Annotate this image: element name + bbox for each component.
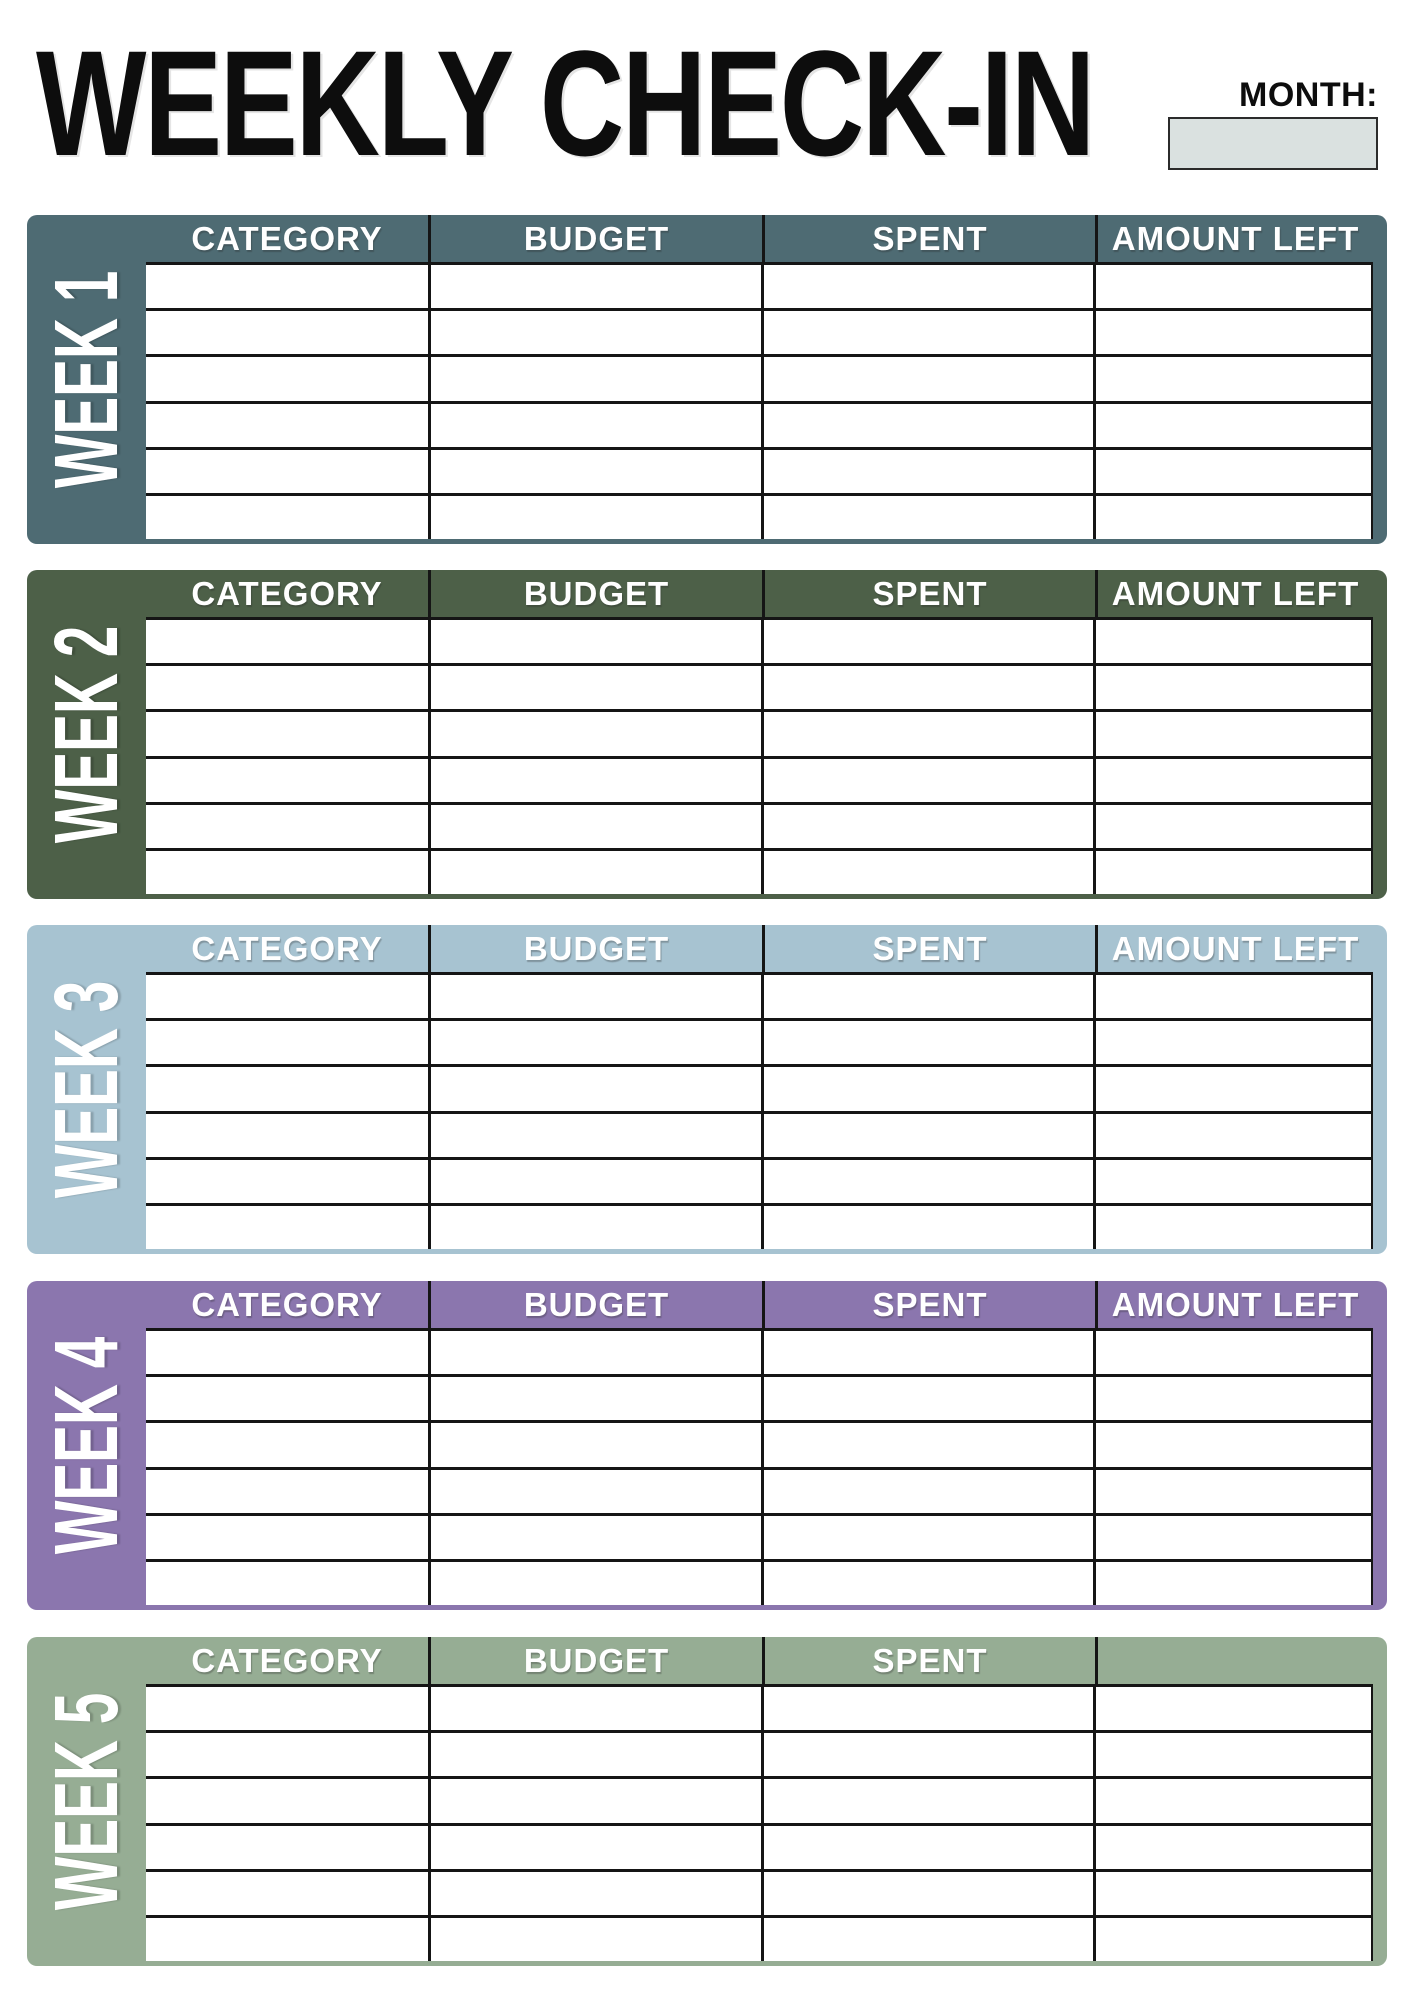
cell-budget[interactable]	[428, 1826, 761, 1869]
table-row	[146, 1687, 1371, 1733]
table-row	[146, 1562, 1371, 1605]
table-row	[146, 759, 1371, 805]
cell-amount-left[interactable]	[1093, 805, 1371, 848]
cell-category[interactable]	[146, 1160, 428, 1203]
cell-category[interactable]	[146, 759, 428, 802]
cell-spent[interactable]	[761, 1872, 1093, 1915]
cell-spent[interactable]	[761, 1779, 1093, 1822]
cell-category[interactable]	[146, 1331, 428, 1374]
table-row	[146, 1021, 1371, 1067]
cell-amount-left[interactable]	[1093, 496, 1371, 539]
cell-amount-left[interactable]	[1093, 1779, 1371, 1822]
cell-budget[interactable]	[428, 1021, 761, 1064]
cell-budget[interactable]	[428, 712, 761, 755]
cell-spent[interactable]	[761, 620, 1093, 663]
cell-budget[interactable]	[428, 805, 761, 848]
cell-spent[interactable]	[761, 666, 1093, 709]
column-header-budget: BUDGET	[428, 1281, 762, 1328]
cell-budget[interactable]	[428, 666, 761, 709]
week-2-section	[27, 570, 1387, 899]
cell-spent[interactable]	[761, 1826, 1093, 1869]
cell-amount-left[interactable]	[1093, 712, 1371, 755]
cell-amount-left[interactable]	[1093, 1826, 1371, 1869]
cell-budget[interactable]	[428, 450, 761, 493]
table-body	[146, 1328, 1373, 1605]
table-row	[146, 620, 1371, 666]
cell-spent[interactable]	[761, 1206, 1093, 1249]
table-row	[146, 1733, 1371, 1779]
cell-amount-left[interactable]	[1093, 620, 1371, 663]
cell-category[interactable]	[146, 1423, 428, 1466]
cell-amount-left[interactable]	[1093, 1114, 1371, 1157]
column-header-spent: SPENT	[762, 1281, 1095, 1328]
cell-budget[interactable]	[428, 1918, 761, 1961]
table-row	[146, 1377, 1371, 1423]
table-row	[146, 1779, 1371, 1825]
week-4-label: WEEK 4	[36, 1336, 137, 1555]
cell-budget[interactable]	[428, 1067, 761, 1110]
column-header-amount-left: AMOUNT LEFT	[1095, 570, 1373, 617]
cell-amount-left[interactable]	[1093, 311, 1371, 354]
cell-budget[interactable]	[428, 1114, 761, 1157]
table-row	[146, 450, 1371, 496]
cell-category[interactable]	[146, 1470, 428, 1513]
table-row	[146, 1918, 1371, 1961]
table-header-row	[146, 1637, 1373, 1684]
cell-spent[interactable]	[761, 496, 1093, 539]
cell-category[interactable]	[146, 1687, 428, 1730]
cell-category[interactable]	[146, 1021, 428, 1064]
column-header-category: CATEGORY	[191, 220, 383, 257]
week-5-label: WEEK 5	[36, 1692, 137, 1911]
table-row	[146, 1872, 1371, 1918]
column-header-budget: BUDGET	[428, 925, 762, 972]
table-header-row	[146, 215, 1373, 262]
week-1-section	[27, 215, 1387, 544]
cell-spent[interactable]	[761, 450, 1093, 493]
table-row	[146, 1331, 1371, 1377]
cell-category[interactable]	[146, 620, 428, 663]
cell-category[interactable]	[146, 712, 428, 755]
cell-category[interactable]	[146, 1779, 428, 1822]
cell-amount-left[interactable]	[1093, 1021, 1371, 1064]
cell-category[interactable]	[146, 1826, 428, 1869]
cell-spent[interactable]	[761, 759, 1093, 802]
cell-budget[interactable]	[428, 311, 761, 354]
cell-spent[interactable]	[761, 851, 1093, 894]
column-header-amount-left: AMOUNT LEFT	[1095, 1281, 1373, 1328]
column-header-amount-left: AMOUNT LEFT	[1095, 215, 1373, 262]
table-row	[146, 1826, 1371, 1872]
month-label: MONTH:	[1239, 76, 1378, 114]
cell-category[interactable]	[146, 1067, 428, 1110]
cell-spent[interactable]	[761, 404, 1093, 447]
cell-amount-left[interactable]	[1093, 1423, 1371, 1466]
cell-budget[interactable]	[428, 404, 761, 447]
cell-amount-left[interactable]	[1093, 1470, 1371, 1513]
cell-amount-left[interactable]	[1093, 1687, 1371, 1730]
cell-category[interactable]	[146, 1918, 428, 1961]
cell-spent[interactable]	[761, 1918, 1093, 1961]
cell-budget[interactable]	[428, 1423, 761, 1466]
table-header-row	[146, 925, 1373, 972]
cell-category[interactable]	[146, 1516, 428, 1559]
cell-category[interactable]	[146, 666, 428, 709]
cell-amount-left[interactable]	[1093, 1206, 1371, 1249]
table-row	[146, 265, 1371, 311]
cell-amount-left[interactable]	[1093, 1516, 1371, 1559]
cell-category[interactable]	[146, 1114, 428, 1157]
column-header-budget: BUDGET	[428, 570, 762, 617]
cell-spent[interactable]	[761, 975, 1093, 1018]
cell-category[interactable]	[146, 1562, 428, 1605]
cell-spent[interactable]	[761, 311, 1093, 354]
cell-spent[interactable]	[761, 357, 1093, 400]
cell-spent[interactable]	[761, 265, 1093, 308]
table-row	[146, 851, 1371, 894]
week-3-section	[27, 925, 1387, 1254]
table-row	[146, 1423, 1371, 1469]
cell-budget[interactable]	[428, 1331, 761, 1374]
table-row	[146, 311, 1371, 357]
cell-spent[interactable]	[761, 1733, 1093, 1776]
cell-category[interactable]	[146, 1377, 428, 1420]
column-header-budget: BUDGET	[428, 215, 762, 262]
cell-spent[interactable]	[761, 1114, 1093, 1157]
cell-category[interactable]	[146, 1733, 428, 1776]
cell-amount-left[interactable]	[1093, 1872, 1371, 1915]
table-row	[146, 975, 1371, 1021]
column-header-budget: BUDGET	[428, 1637, 762, 1684]
cell-budget[interactable]	[428, 265, 761, 308]
column-header-amount-left	[1095, 1637, 1373, 1684]
cell-category[interactable]	[146, 496, 428, 539]
cell-spent[interactable]	[761, 1562, 1093, 1605]
table-body	[146, 1684, 1373, 1961]
cell-budget[interactable]	[428, 759, 761, 802]
cell-category[interactable]	[146, 1206, 428, 1249]
table-row	[146, 404, 1371, 450]
table-body	[146, 262, 1373, 539]
cell-budget[interactable]	[428, 1377, 761, 1420]
cell-spent[interactable]	[761, 1687, 1093, 1730]
column-header-amount-left: AMOUNT LEFT	[1095, 925, 1373, 972]
cell-category[interactable]	[146, 1872, 428, 1915]
week-2-label: WEEK 2	[36, 625, 137, 844]
table-row	[146, 496, 1371, 539]
cell-amount-left[interactable]	[1093, 1562, 1371, 1605]
month-input[interactable]	[1168, 117, 1378, 170]
cell-amount-left[interactable]	[1093, 1067, 1371, 1110]
cell-category[interactable]	[146, 805, 428, 848]
week-3-label: WEEK 3	[36, 980, 137, 1199]
table-row	[146, 357, 1371, 403]
week-table	[146, 570, 1373, 894]
week-table	[146, 215, 1373, 539]
column-header-spent: SPENT	[762, 570, 1095, 617]
column-header-category: CATEGORY	[191, 575, 383, 612]
column-header-category: CATEGORY	[191, 930, 383, 967]
cell-budget[interactable]	[428, 1160, 761, 1203]
cell-spent[interactable]	[761, 1160, 1093, 1203]
cell-category[interactable]	[146, 265, 428, 308]
cell-amount-left[interactable]	[1093, 357, 1371, 400]
cell-spent[interactable]	[761, 712, 1093, 755]
table-row	[146, 1114, 1371, 1160]
cell-spent[interactable]	[761, 1470, 1093, 1513]
week-table	[146, 1637, 1373, 1961]
cell-budget[interactable]	[428, 1562, 761, 1605]
cell-amount-left[interactable]	[1093, 666, 1371, 709]
cell-amount-left[interactable]	[1093, 1160, 1371, 1203]
column-header-category: CATEGORY	[191, 1286, 383, 1323]
table-row	[146, 1206, 1371, 1249]
cell-budget[interactable]	[428, 1779, 761, 1822]
table-body	[146, 972, 1373, 1249]
cell-spent[interactable]	[761, 1377, 1093, 1420]
cell-amount-left[interactable]	[1093, 404, 1371, 447]
cell-amount-left[interactable]	[1093, 265, 1371, 308]
cell-amount-left[interactable]	[1093, 1331, 1371, 1374]
cell-budget[interactable]	[428, 1516, 761, 1559]
table-row	[146, 666, 1371, 712]
cell-category[interactable]	[146, 851, 428, 894]
cell-amount-left[interactable]	[1093, 975, 1371, 1018]
column-header-spent: SPENT	[762, 215, 1095, 262]
table-header-row	[146, 570, 1373, 617]
cell-budget[interactable]	[428, 620, 761, 663]
table-row	[146, 1067, 1371, 1113]
column-header-spent: SPENT	[762, 925, 1095, 972]
column-header-spent: SPENT	[762, 1637, 1095, 1684]
cell-category[interactable]	[146, 357, 428, 400]
cell-budget[interactable]	[428, 1206, 761, 1249]
cell-spent[interactable]	[761, 805, 1093, 848]
cell-amount-left[interactable]	[1093, 759, 1371, 802]
cell-category[interactable]	[146, 975, 428, 1018]
table-row	[146, 805, 1371, 851]
cell-budget[interactable]	[428, 1687, 761, 1730]
table-row	[146, 1516, 1371, 1562]
week-1-label: WEEK 1	[36, 270, 137, 489]
cell-category[interactable]	[146, 311, 428, 354]
cell-spent[interactable]	[761, 1021, 1093, 1064]
table-header-row	[146, 1281, 1373, 1328]
week-5-section	[27, 1637, 1387, 1966]
table-body	[146, 617, 1373, 894]
cell-amount-left[interactable]	[1093, 1918, 1371, 1961]
column-header-category: CATEGORY	[191, 1642, 383, 1679]
week-table	[146, 1281, 1373, 1605]
cell-category[interactable]	[146, 450, 428, 493]
cell-budget[interactable]	[428, 357, 761, 400]
week-4-section	[27, 1281, 1387, 1610]
cell-spent[interactable]	[761, 1067, 1093, 1110]
cell-budget[interactable]	[428, 1733, 761, 1776]
cell-budget[interactable]	[428, 496, 761, 539]
cell-category[interactable]	[146, 404, 428, 447]
cell-amount-left[interactable]	[1093, 450, 1371, 493]
page-title: WEEKLY CHECK-IN	[36, 19, 1094, 187]
cell-budget[interactable]	[428, 851, 761, 894]
table-row	[146, 712, 1371, 758]
cell-amount-left[interactable]	[1093, 1377, 1371, 1420]
cell-spent[interactable]	[761, 1516, 1093, 1559]
cell-spent[interactable]	[761, 1423, 1093, 1466]
week-table	[146, 925, 1373, 1249]
table-row	[146, 1160, 1371, 1206]
cell-budget[interactable]	[428, 975, 761, 1018]
cell-budget[interactable]	[428, 1872, 761, 1915]
cell-budget[interactable]	[428, 1470, 761, 1513]
table-row	[146, 1470, 1371, 1516]
cell-amount-left[interactable]	[1093, 851, 1371, 894]
cell-spent[interactable]	[761, 1331, 1093, 1374]
cell-amount-left[interactable]	[1093, 1733, 1371, 1776]
